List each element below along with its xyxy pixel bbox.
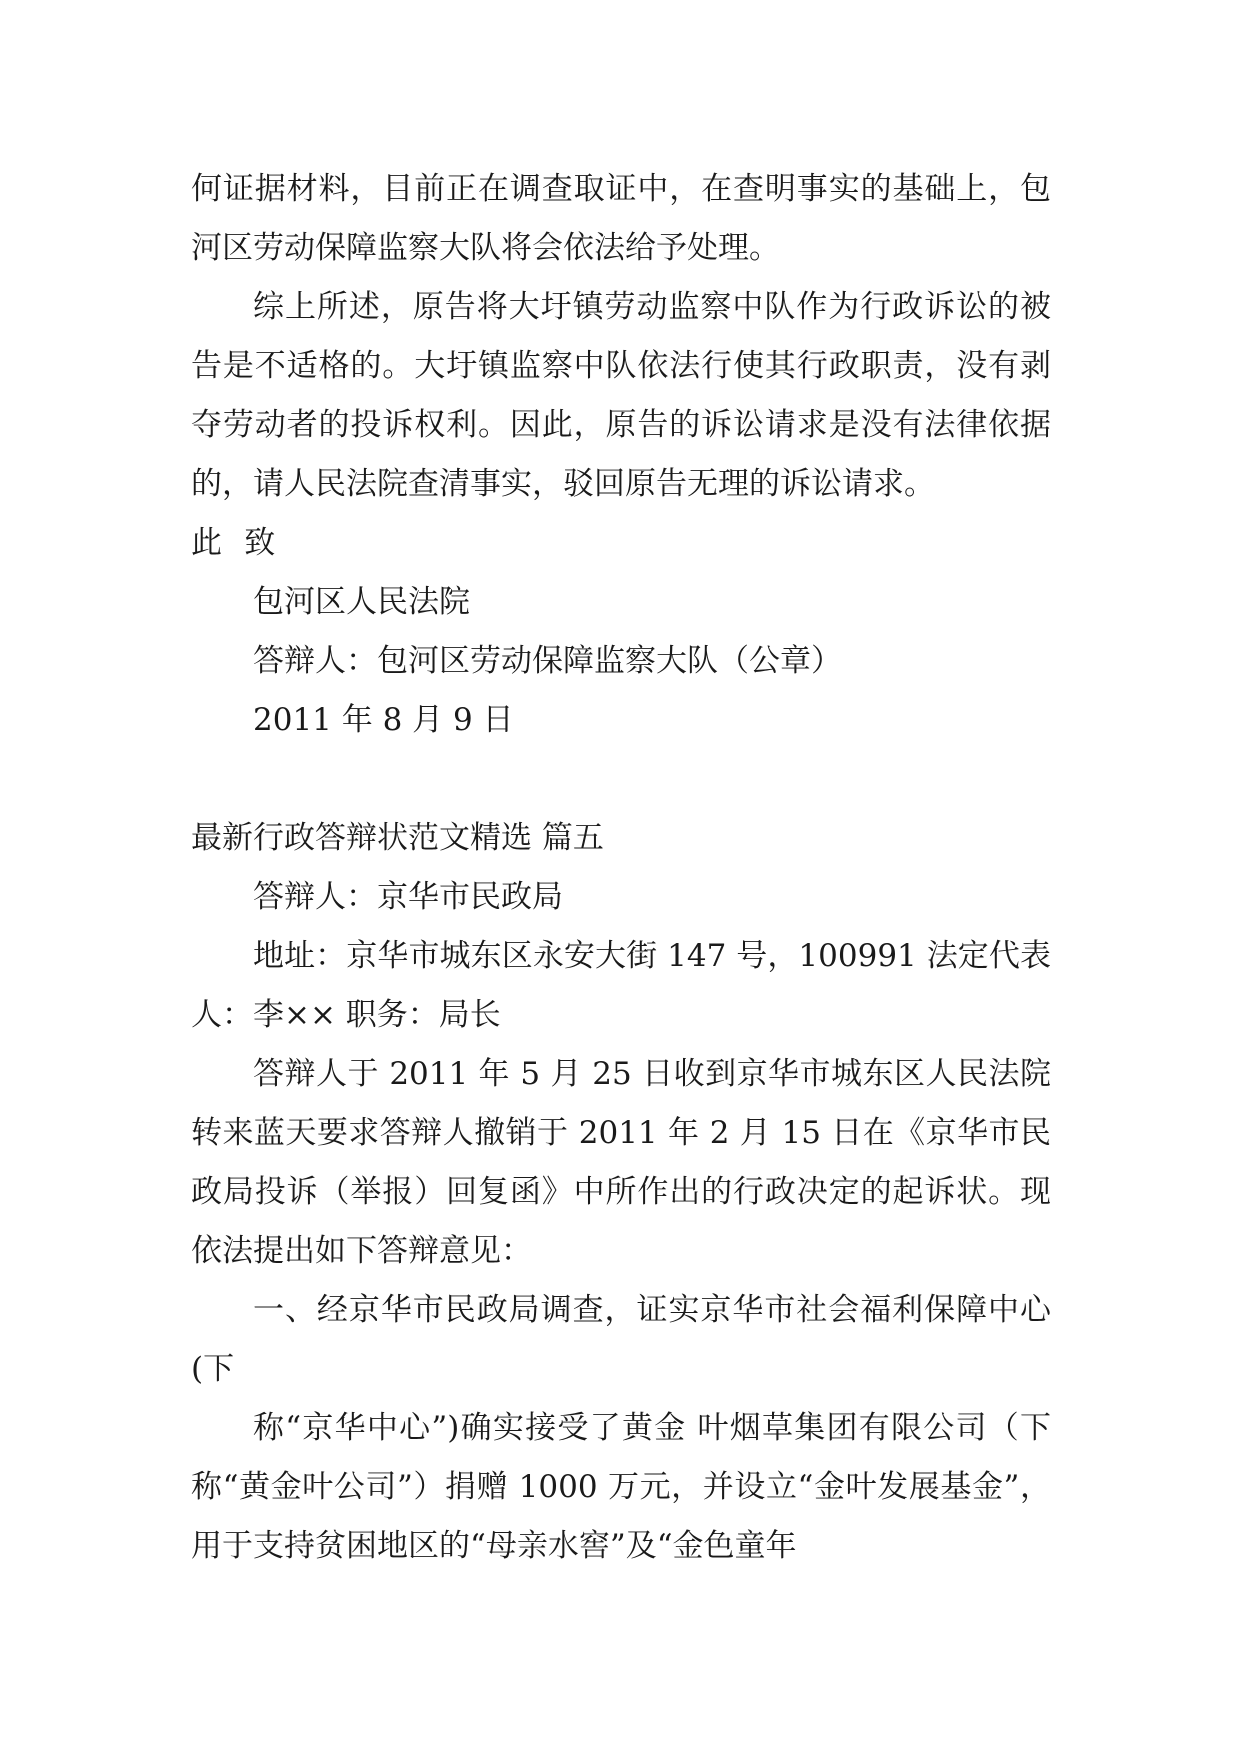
- paragraph-evidence-continuation: 何证据材料，目前正在调查取证中，在查明事实的基础上，包河区劳动保障监察大队将会依法给予处理。: [191, 171, 1051, 266]
- section-spacer: [191, 750, 1051, 809]
- paragraph-point-one-continued: 称“京华中心”)确实接受了黄金 叶烟草集团有限公司（下称“黄金叶公司”）捐赠 1000 万元，并设立“金叶发展基金”，用于支持贫困地区的“母亲水窖”及“金色童年: [191, 1410, 1051, 1564]
- respondent-address: 地址：京华市城东区永安大街 147 号，100991 法定代表人：李×× 职务：局长: [191, 938, 1051, 1033]
- closing-salutation: 此 致: [191, 525, 282, 561]
- section-title: 最新行政答辩状范文精选 篇五: [191, 820, 604, 856]
- paragraph-summary: 综上所述，原告将大圩镇劳动监察中队作为行政诉讼的被告是不适格的。大圩镇监察中队依法行使其行政职责，没有剥夺劳动者的投诉权利。因此，原告的诉讼请求是没有法律依据的，请人民法院查清事实，驳回原告无理的诉讼请求。: [191, 289, 1051, 502]
- respondent-name: 答辩人：京华市民政局: [253, 879, 563, 915]
- addressee-court: 包河区人民法院: [253, 584, 470, 620]
- document-body: [191, 160, 1051, 1576]
- respondent-signature: 答辩人：包河区劳动保障监察大队（公章）: [253, 643, 842, 679]
- document-date: 2011 年 8 月 9 日: [253, 702, 514, 738]
- paragraph-point-one-start: 一、经京华市民政局调查，证实京华市社会福利保障中心(下: [191, 1292, 1051, 1387]
- paragraph-received-complaint: 答辩人于 2011 年 5 月 25 日收到京华市城东区人民法院转来蓝天要求答辩人撤销于 2011 年 2 月 15 日在《京华市民政局投诉（举报）回复函》中所作出的行政决定的起诉状。现依法提出如下答辩意见：: [191, 1056, 1051, 1269]
